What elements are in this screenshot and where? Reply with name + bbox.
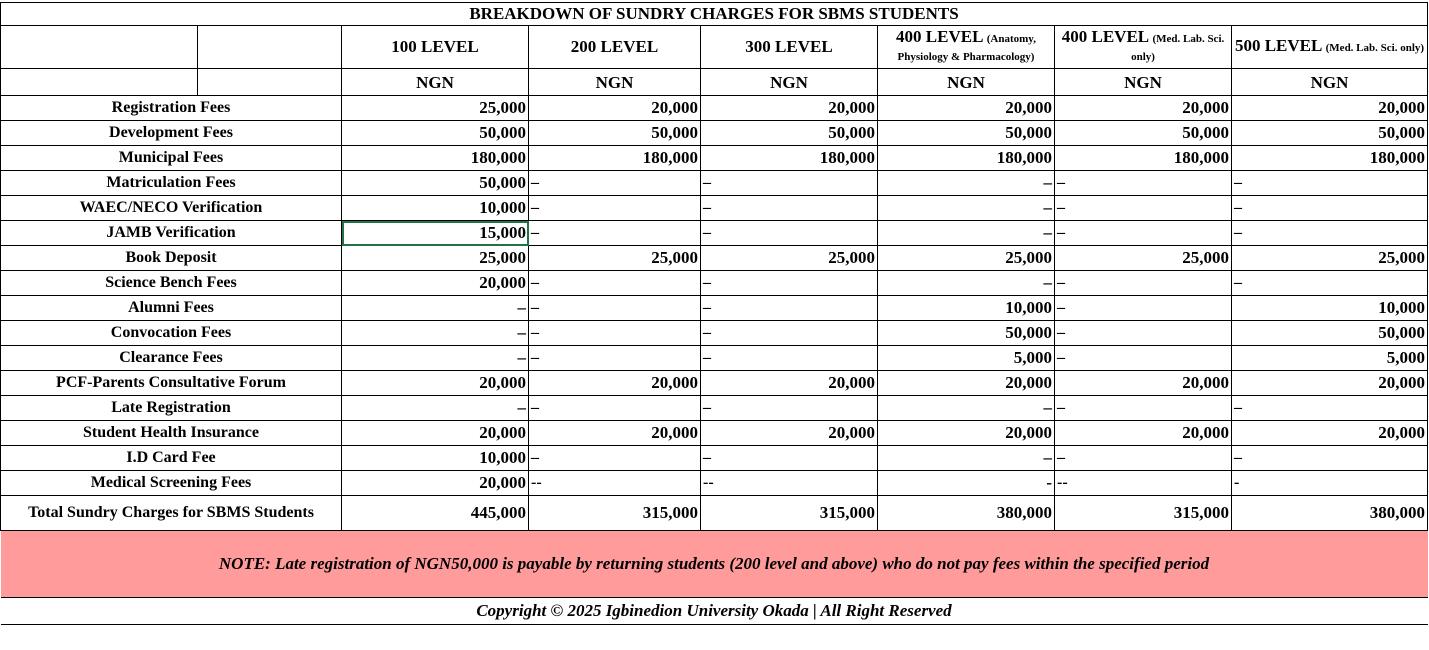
level-main: 200 LEVEL (570, 37, 659, 56)
fee-value-cell[interactable]: – (529, 271, 701, 296)
table-row (1, 371, 1428, 396)
header-blank-cell-2[interactable] (198, 69, 342, 96)
fee-value-cell[interactable]: 20,000 (529, 96, 701, 121)
fee-value-cell[interactable]: – (529, 196, 701, 221)
fee-label[interactable]: Alumni Fees (1, 296, 342, 321)
fee-value-cell[interactable]: – (342, 396, 529, 421)
fee-value-cell[interactable]: 180,000 (342, 146, 529, 171)
fee-value-cell[interactable]: 20,000 (342, 471, 529, 496)
fee-value-cell[interactable]: 50,000 (342, 171, 529, 196)
level-main: 500 LEVEL (1234, 36, 1322, 55)
level-header[interactable] (878, 26, 1055, 69)
fee-value-cell[interactable]: – (701, 446, 878, 471)
fee-value-cell[interactable]: 25,000 (342, 246, 529, 271)
level-sub: (Med. Lab. Sci. only) (1131, 33, 1225, 63)
fee-value-cell[interactable]: – (878, 271, 1055, 296)
fee-value-cell[interactable]: – (529, 396, 701, 421)
fee-value-cell[interactable]: 15,000 (342, 221, 529, 246)
fee-value-cell[interactable]: 50,000 (1232, 121, 1428, 146)
fee-value-cell[interactable]: – (529, 446, 701, 471)
fee-label[interactable]: WAEC/NECO Verification (1, 196, 342, 221)
header-blank-cell[interactable] (1, 26, 198, 69)
fee-value-cell[interactable]: -- (529, 471, 701, 496)
fee-value-cell[interactable]: 25,000 (701, 246, 878, 271)
fee-value-cell[interactable]: 180,000 (1232, 146, 1428, 171)
fee-value-cell[interactable]: 20,000 (342, 271, 529, 296)
fee-value-cell[interactable]: – (1055, 296, 1232, 321)
fee-value-cell[interactable]: – (701, 271, 878, 296)
fee-value-cell[interactable]: 50,000 (878, 121, 1055, 146)
fee-value-cell[interactable]: 5,000 (878, 346, 1055, 371)
fee-value-cell[interactable]: – (1232, 396, 1428, 421)
fee-value-cell[interactable]: 50,000 (878, 321, 1055, 346)
fee-label[interactable]: Registration Fees (1, 96, 342, 121)
fee-value-cell[interactable]: – (1055, 346, 1232, 371)
fee-value-cell[interactable]: 50,000 (701, 121, 878, 146)
fee-value-cell[interactable]: -- (1055, 471, 1232, 496)
level-sub: (Anatomy, Physiology & Pharmacology) (897, 33, 1036, 63)
fee-value-cell[interactable]: 50,000 (1232, 321, 1428, 346)
fee-value-cell[interactable]: 20,000 (1055, 96, 1232, 121)
fee-value-cell[interactable]: 180,000 (529, 146, 701, 171)
fee-label[interactable]: Development Fees (1, 121, 342, 146)
fee-label[interactable]: Book Deposit (1, 246, 342, 271)
table-row (1, 96, 1428, 121)
fee-value-cell[interactable]: 20,000 (1055, 371, 1232, 396)
fee-value-cell[interactable]: - (1232, 471, 1428, 496)
fee-value-cell[interactable]: - (878, 471, 1055, 496)
fee-value-cell[interactable]: 25,000 (1055, 246, 1232, 271)
fee-value-cell[interactable]: 20,000 (1055, 421, 1232, 446)
fee-value-cell[interactable]: – (878, 221, 1055, 246)
fee-value-cell[interactable]: – (1055, 321, 1232, 346)
fee-value-cell[interactable]: – (701, 396, 878, 421)
fee-value-cell[interactable]: 20,000 (878, 371, 1055, 396)
currency-header[interactable]: NGN (529, 69, 701, 96)
fee-value-cell[interactable]: 20,000 (701, 371, 878, 396)
level-header[interactable] (529, 26, 701, 69)
table-row (1, 446, 1428, 471)
fee-value-cell[interactable]: – (1055, 396, 1232, 421)
fee-value-cell[interactable]: 25,000 (1232, 246, 1428, 271)
total-value-cell[interactable]: 380,000 (878, 496, 1055, 531)
level-main: 100 LEVEL (391, 37, 479, 56)
fee-value-cell[interactable]: – (878, 396, 1055, 421)
fee-value-cell[interactable]: 20,000 (1232, 421, 1428, 446)
fee-value-cell[interactable]: 180,000 (1055, 146, 1232, 171)
level-header[interactable] (1232, 26, 1428, 69)
fee-value-cell[interactable]: – (529, 321, 701, 346)
fee-value-cell[interactable]: 20,000 (342, 371, 529, 396)
fee-label[interactable]: Convocation Fees (1, 321, 342, 346)
table-row (1, 171, 1428, 196)
total-value-cell[interactable]: 315,000 (529, 496, 701, 531)
table-row (1, 121, 1428, 146)
fee-value-cell[interactable]: 25,000 (529, 246, 701, 271)
fee-value-cell[interactable]: – (1055, 446, 1232, 471)
fee-value-cell[interactable]: – (701, 296, 878, 321)
fee-value-cell[interactable]: – (1055, 271, 1232, 296)
level-sub: (Med. Lab. Sci. only) (1325, 42, 1425, 54)
fee-value-cell[interactable]: 25,000 (342, 96, 529, 121)
table-row (1, 421, 1428, 446)
fee-value-cell[interactable]: – (342, 346, 529, 371)
copyright-text[interactable]: Copyright © 2025 Igbinedion University Okada | All Right Reserved (1, 598, 1428, 625)
fee-value-cell[interactable]: – (701, 221, 878, 246)
fee-value-cell[interactable]: – (529, 221, 701, 246)
fee-value-cell[interactable]: 50,000 (529, 121, 701, 146)
fee-value-cell[interactable]: 50,000 (1055, 121, 1232, 146)
fee-value-cell[interactable]: – (1055, 171, 1232, 196)
fee-label[interactable]: JAMB Verification (1, 221, 342, 246)
fee-label[interactable]: Clearance Fees (1, 346, 342, 371)
total-value-cell[interactable]: 315,000 (701, 496, 878, 531)
fee-value-cell[interactable]: 50,000 (342, 121, 529, 146)
total-value-cell[interactable]: 380,000 (1232, 496, 1428, 531)
fee-value-cell[interactable]: 10,000 (342, 446, 529, 471)
table-row (1, 396, 1428, 421)
fee-value-cell[interactable]: 10,000 (1232, 296, 1428, 321)
table-row (1, 221, 1428, 246)
fee-value-cell[interactable]: – (1232, 446, 1428, 471)
fee-value-cell[interactable]: 20,000 (342, 421, 529, 446)
table-row (1, 321, 1428, 346)
table-row (1, 146, 1428, 171)
header-blank-cell[interactable] (1, 69, 198, 96)
fee-value-cell[interactable]: -- (701, 471, 878, 496)
fee-value-cell[interactable]: – (529, 296, 701, 321)
fee-value-cell[interactable]: – (1232, 271, 1428, 296)
currency-header[interactable]: NGN (342, 69, 529, 96)
table-row (1, 471, 1428, 496)
fee-label[interactable]: Medical Screening Fees (1, 471, 342, 496)
level-main: 400 LEVEL (1061, 27, 1149, 46)
fee-value-cell[interactable]: 20,000 (701, 96, 878, 121)
currency-header[interactable]: NGN (1055, 69, 1232, 96)
currency-header[interactable]: NGN (878, 69, 1055, 96)
fee-value-cell[interactable]: – (701, 321, 878, 346)
fee-value-cell[interactable]: 20,000 (1232, 371, 1428, 396)
fee-value-cell[interactable]: – (1232, 196, 1428, 221)
fee-value-cell[interactable]: 25,000 (878, 246, 1055, 271)
fee-value-cell[interactable]: 20,000 (529, 371, 701, 396)
fee-value-cell[interactable]: – (1055, 196, 1232, 221)
level-main: 400 LEVEL (896, 27, 983, 46)
level-header[interactable] (1055, 26, 1232, 69)
level-header[interactable] (701, 26, 878, 69)
fee-value-cell[interactable]: – (878, 196, 1055, 221)
fee-value-cell[interactable]: – (701, 196, 878, 221)
fee-value-cell[interactable]: 10,000 (878, 296, 1055, 321)
fee-value-cell[interactable]: – (342, 321, 529, 346)
fee-value-cell[interactable]: – (342, 296, 529, 321)
fee-label[interactable]: Municipal Fees (1, 146, 342, 171)
fee-value-cell[interactable]: – (701, 346, 878, 371)
fee-value-cell[interactable]: 180,000 (701, 146, 878, 171)
total-row (1, 496, 1428, 531)
fee-value-cell[interactable]: 20,000 (701, 421, 878, 446)
table-row (1, 296, 1428, 321)
fee-value-cell[interactable]: – (1232, 171, 1428, 196)
fee-label[interactable]: Student Health Insurance (1, 421, 342, 446)
fee-value-cell[interactable]: – (1232, 221, 1428, 246)
total-value-cell[interactable]: 445,000 (342, 496, 529, 531)
fee-label[interactable]: Matriculation Fees (1, 171, 342, 196)
late-registration-note[interactable]: NOTE: Late registration of NGN50,000 is payable by returning students (200 level and above) who do not pay fees within the specified period (1, 531, 1428, 598)
table-title[interactable]: BREAKDOWN OF SUNDRY CHARGES FOR SBMS STUDENTS (1, 3, 1428, 26)
fee-value-cell[interactable]: – (529, 171, 701, 196)
fee-label[interactable]: Late Registration (1, 396, 342, 421)
fee-value-cell[interactable]: – (701, 171, 878, 196)
level-main: 300 LEVEL (745, 37, 833, 56)
fee-value-cell[interactable]: 10,000 (342, 196, 529, 221)
fee-value-cell[interactable]: 20,000 (878, 96, 1055, 121)
fee-value-cell[interactable]: – (878, 446, 1055, 471)
table-row (1, 271, 1428, 296)
total-value-cell[interactable]: 315,000 (1055, 496, 1232, 531)
fee-value-cell[interactable]: – (529, 346, 701, 371)
fee-value-cell[interactable]: 20,000 (878, 421, 1055, 446)
fee-label[interactable]: I.D Card Fee (1, 446, 342, 471)
table-row (1, 246, 1428, 271)
table-row (1, 196, 1428, 221)
fee-value-cell[interactable]: 180,000 (878, 146, 1055, 171)
header-blank-cell-2[interactable] (198, 26, 342, 69)
total-label[interactable]: Total Sundry Charges for SBMS Students (1, 496, 342, 531)
fee-value-cell[interactable]: 20,000 (1232, 96, 1428, 121)
fee-label[interactable]: PCF-Parents Consultative Forum (1, 371, 342, 396)
currency-header[interactable]: NGN (1232, 69, 1428, 96)
fee-value-cell[interactable]: 20,000 (529, 421, 701, 446)
fee-value-cell[interactable]: – (1055, 221, 1232, 246)
fee-value-cell[interactable]: 5,000 (1232, 346, 1428, 371)
fee-label[interactable]: Science Bench Fees (1, 271, 342, 296)
level-header[interactable] (342, 26, 529, 69)
table-row (1, 346, 1428, 371)
fee-value-cell[interactable]: – (878, 171, 1055, 196)
currency-header[interactable]: NGN (701, 69, 878, 96)
